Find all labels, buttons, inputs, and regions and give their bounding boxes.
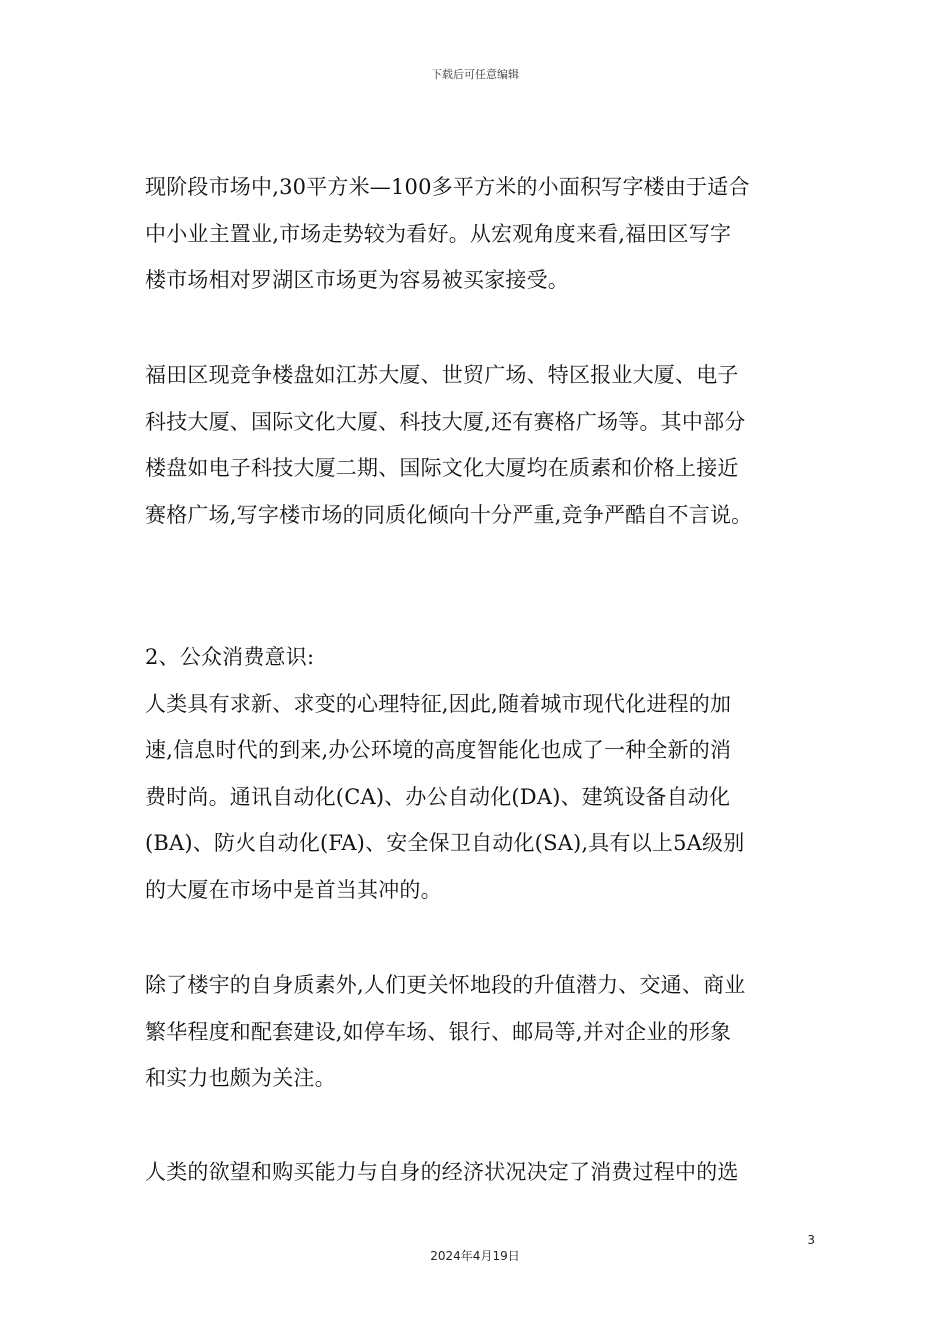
paragraph-text: 2、公众消费意识: 人类具有求新、求变的心理特征,因此,随着城市现代化进程的加 速,信息时代的到来,办公环境的高度智能化也成了一种全新的消 费时尚。通讯自动化(CA)、办公自动化(DA)、建筑设备自动化 (BA)、防火自动化(FA)、安全保卫自动化(SA),具有以上5A级别 的大厦在市场中是首当其冲的。: [145, 645, 745, 902]
paragraph-consumer-awareness: [145, 634, 810, 913]
page-number: 3: [807, 1233, 815, 1247]
paragraph-competition: [145, 352, 810, 538]
paragraph-text: 现阶段市场中,30平方米—100多平方米的小面积写字楼由于适合 中小业主置业,市场走势较为看好。从宏观角度来看,福田区写字 楼市场相对罗湖区市场更为容易被买家接受。: [145, 175, 750, 292]
paragraph-market-overview: [145, 164, 810, 304]
footer-date: 2024年4月19日: [430, 1249, 520, 1263]
paragraph-text: 福田区现竞争楼盘如江苏大厦、世贸广场、特区报业大厦、电子 科技大厦、国际文化大厦、科技大厦,还有赛格广场等。其中部分 楼盘如电子科技大厦二期、国际文化大厦均在质素和价格上接近 赛格广场,写字楼市场的同质化倾向十分严重,竞争严酷自不言说。: [145, 363, 753, 527]
paragraph-text: 除了楼宇的自身质素外,人们更关怀地段的升值潜力、交通、商业 繁华程度和配套建设,如停车场、银行、邮局等,并对企业的形象 和实力也颇为关注。: [145, 973, 746, 1090]
paragraph-text: 人类的欲望和购买能力与自身的经济状况决定了消费过程中的选: [145, 1160, 739, 1184]
paragraph-location-factors: [145, 962, 810, 1102]
paragraph-purchasing-power: [145, 1149, 810, 1196]
page-header: 下载后可任意编辑: [431, 68, 519, 81]
